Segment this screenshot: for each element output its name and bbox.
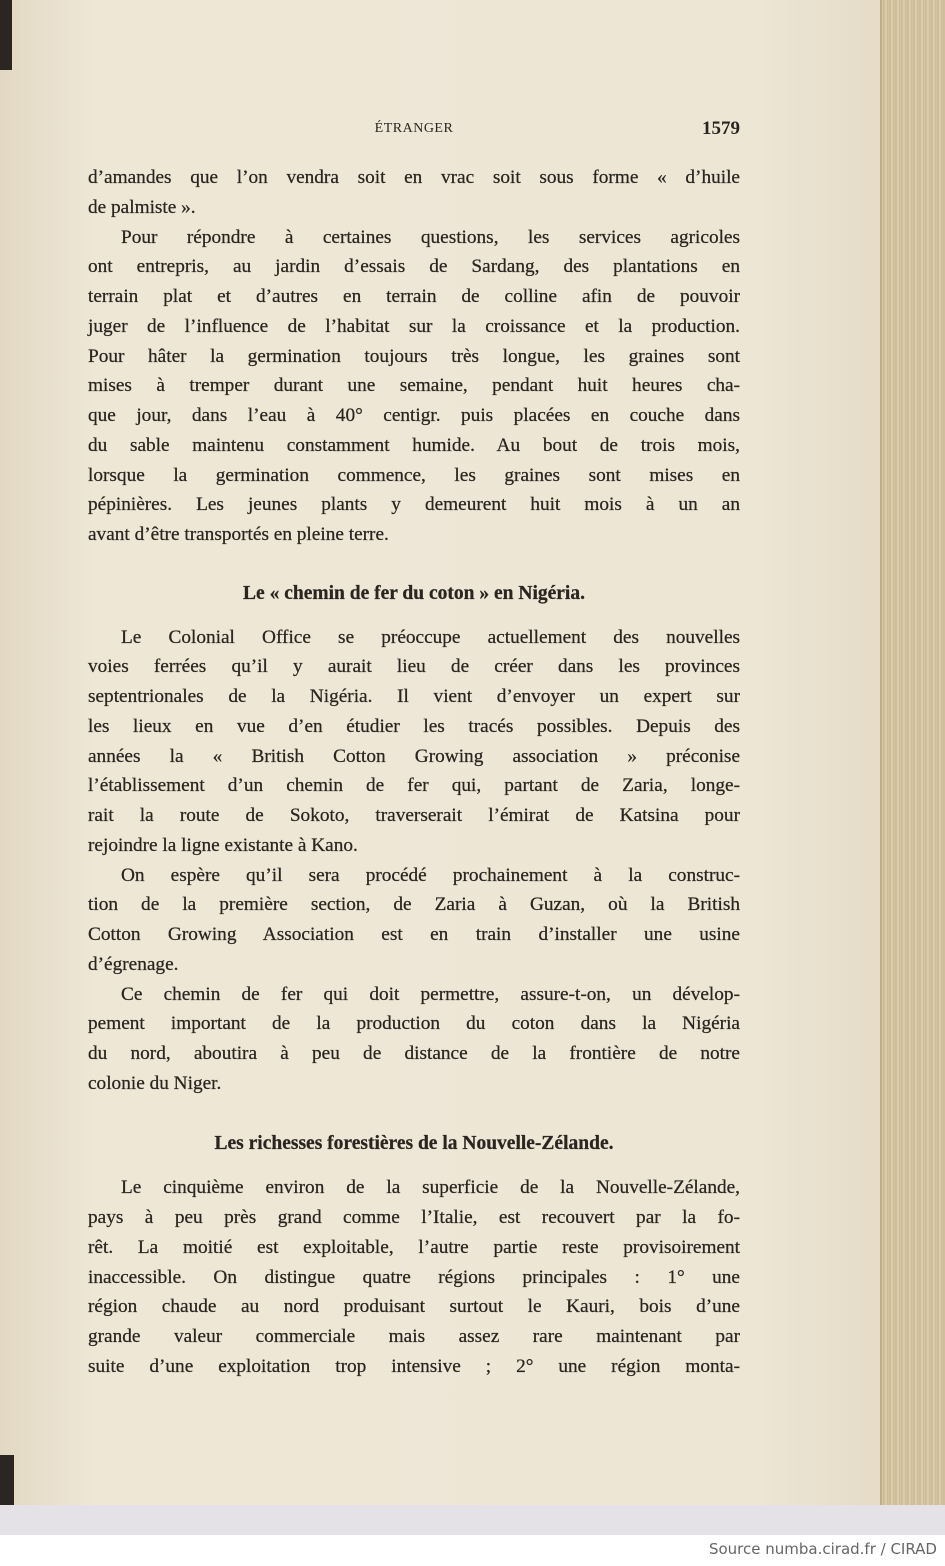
- page-edges: [880, 0, 945, 1505]
- section-heading: Le « chemin de fer du coton » en Nigéria.: [243, 582, 585, 604]
- text-line: années la « British Cotton Growing association » préconise: [88, 745, 740, 767]
- text-line: juger de l’influence de l’habitat sur la croissance et la production.: [88, 315, 740, 337]
- text-line: voies ferrées qu’il y aurait lieu de créer dans les provinces: [88, 656, 740, 678]
- text-line: rejoindre la ligne existante à Kano.: [88, 834, 358, 856]
- binding-strip: [0, 1455, 14, 1505]
- text-line: lorsque la germination commence, les graines sont mises en: [88, 464, 740, 486]
- text-line: du sable maintenu constamment humide. Au bout de trois mois,: [88, 434, 740, 456]
- text-line: mises à tremper durant une semaine, pendant huit heures cha-: [88, 375, 740, 397]
- text-line: d’égrenage.: [88, 953, 179, 975]
- text-line: du nord, aboutira à peu de distance de la frontière de notre: [88, 1043, 740, 1064]
- section-new-zealand-forests: [88, 1173, 740, 1381]
- text-line: Pour répondre à certaines questions, les services agricoles: [121, 226, 740, 248]
- source-credit: Source numba.cirad.fr / CIRAD: [708, 1540, 937, 1558]
- text-line: Le cinquième environ de la superficie de la Nouvelle-Zélande,: [121, 1177, 740, 1199]
- text-line: septentrionales de la Nigéria. Il vient d’envoyer un expert sur: [88, 686, 740, 707]
- section-heading: Les richesses forestières de la Nouvelle-Zélande.: [214, 1132, 614, 1154]
- text-line: avant d’être transportés en pleine terre.: [88, 524, 389, 545]
- section-cotton-railway: [88, 623, 740, 1099]
- text-line: pays à peu près grand comme l’Italie, est recouvert par la fo-: [88, 1207, 740, 1228]
- text-line: pement important de la production du coton dans la Nigéria: [88, 1013, 740, 1035]
- running-head: [88, 118, 740, 142]
- text-line: inaccessible. On distingue quatre régions principales : 1° une: [88, 1266, 740, 1288]
- text-line: On espère qu’il sera procédé prochainement à la construc-: [121, 864, 740, 886]
- text-line: Le Colonial Office se préoccupe actuellement des nouvelles: [121, 626, 740, 648]
- text-line: de palmiste ».: [88, 196, 196, 218]
- text-line: colonie du Niger.: [88, 1072, 222, 1094]
- text-line: tion de la première section, de Zaria à Guzan, où la British: [88, 894, 740, 916]
- binding-strip: [0, 0, 12, 70]
- running-title: ÉTRANGER: [374, 121, 454, 136]
- text-line: région chaude au nord produisant surtout le Kauri, bois d’une: [88, 1296, 740, 1318]
- text-line: Pour hâter la germination toujours très longue, les graines sont: [88, 345, 740, 367]
- scan-background: [0, 1505, 945, 1535]
- text-line: rait la route de Sokoto, traverserait l’émirat de Katsina pour: [88, 805, 740, 826]
- body-text: [88, 163, 740, 1382]
- text-line: l’établissement d’un chemin de fer qui, partant de Zaria, longe-: [88, 775, 740, 797]
- text-line: ont entrepris, au jardin d’essais de Sardang, des plantations en: [88, 256, 740, 278]
- text-line: grande valeur commerciale mais assez rare maintenant par: [88, 1326, 740, 1347]
- section-intro: [88, 163, 740, 550]
- text-line: les lieux en vue d’en étudier les tracés possibles. Depuis des: [88, 715, 740, 737]
- page-number: 1579: [702, 118, 740, 139]
- text-line: d’amandes que l’on vendra soit en vrac soit sous forme « d’huile: [88, 167, 740, 188]
- text-line: suite d’une exploitation trop intensive ; 2° une région monta-: [88, 1355, 740, 1377]
- text-line: que jour, dans l’eau à 40° centigr. puis placées en couche dans: [88, 405, 740, 426]
- text-line: pépinières. Les jeunes plants y demeurent huit mois à un an: [88, 494, 740, 516]
- text-line: terrain plat et d’autres en terrain de colline afin de pouvoir: [88, 286, 740, 307]
- text-line: Cotton Growing Association est en train d’installer une usine: [88, 924, 740, 945]
- text-line: rêt. La moitié est exploitable, l’autre partie reste provisoirement: [88, 1236, 740, 1258]
- text-line: Ce chemin de fer qui doit permettre, assure-t-on, un dévelop-: [121, 983, 740, 1005]
